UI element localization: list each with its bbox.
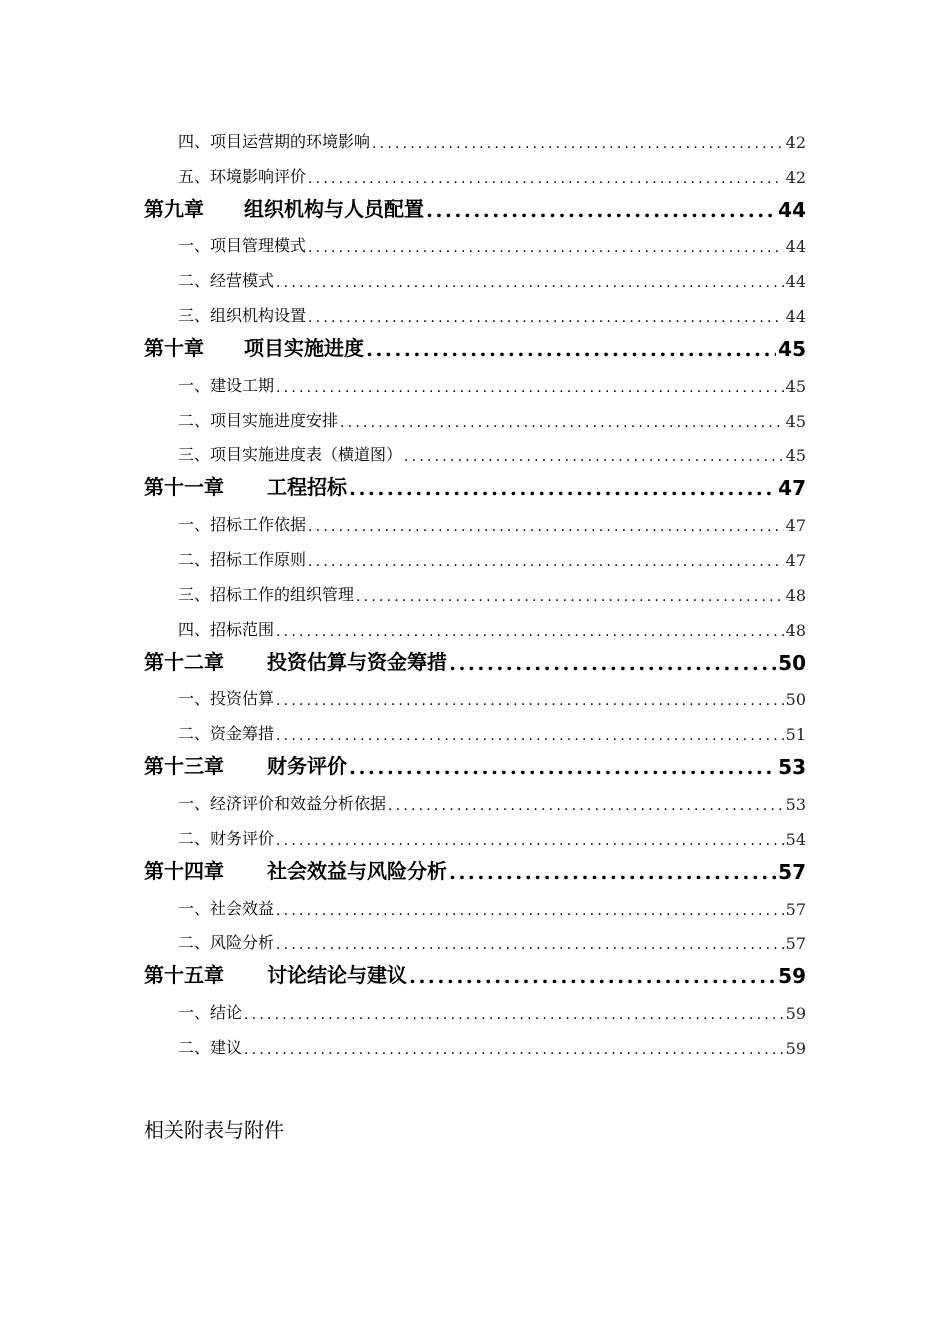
page-number: 45 — [785, 446, 806, 466]
table-of-contents — [0, 117, 950, 1058]
chapter-number: 第十四章 — [144, 858, 224, 883]
chapter-number: 第十三章 — [144, 754, 224, 779]
page-number: 42 — [785, 167, 806, 187]
dot-leader — [308, 171, 784, 187]
page-number: 53 — [785, 794, 806, 814]
chapter-number: 第十五章 — [144, 963, 224, 988]
dot-leader — [388, 798, 784, 814]
dot-leader — [356, 589, 784, 605]
toc-chapter-entry[interactable] — [0, 953, 806, 988]
toc-section-entry[interactable] — [0, 291, 806, 326]
toc-section-entry[interactable] — [0, 500, 806, 535]
toc-section-entry[interactable] — [0, 361, 806, 396]
toc-chapter-entry[interactable] — [0, 744, 806, 779]
appendix-heading: 相关附表与附件 — [144, 1118, 284, 1142]
page-number: 47 — [778, 476, 806, 501]
toc-chapter-entry[interactable] — [0, 640, 806, 675]
toc-section-entry[interactable] — [0, 884, 806, 919]
toc-section-entry[interactable] — [0, 570, 806, 605]
dot-leader — [426, 198, 776, 222]
page-number: 57 — [785, 899, 806, 919]
dot-leader — [308, 519, 784, 535]
dot-leader — [276, 693, 784, 709]
entry-title: 四、项目运营期的环境影响 — [178, 131, 371, 151]
entry-title: 一、建设工期 — [178, 375, 275, 395]
toc-section-entry[interactable] — [0, 431, 806, 466]
dot-leader — [308, 240, 784, 256]
chapter-number: 第九章 — [144, 196, 204, 221]
entry-title: 社会效益与风险分析 — [267, 858, 447, 883]
page-number: 51 — [785, 725, 806, 745]
dot-leader — [276, 275, 784, 291]
entry-title: 四、招标范围 — [178, 619, 275, 639]
toc-section-entry[interactable] — [0, 814, 806, 849]
dot-leader — [244, 1007, 784, 1023]
page-number: 59 — [785, 1004, 806, 1024]
dot-leader — [449, 651, 776, 675]
dot-leader — [404, 449, 784, 465]
dot-leader — [308, 554, 784, 570]
toc-section-entry[interactable] — [0, 919, 806, 954]
chapter-number: 第十一章 — [144, 475, 224, 500]
dot-leader — [340, 415, 784, 431]
page-number: 59 — [785, 1038, 806, 1058]
entry-title: 项目实施进度 — [244, 335, 364, 360]
toc-section-entry[interactable] — [0, 779, 806, 814]
page-number: 45 — [778, 336, 806, 361]
entry-title: 二、建议 — [178, 1037, 243, 1057]
toc-section-entry[interactable] — [0, 256, 806, 291]
dot-leader — [349, 755, 776, 779]
entry-title: 财务评价 — [267, 754, 347, 779]
entry-title: 三、项目实施进度表（横道图） — [178, 445, 403, 465]
entry-title: 二、风险分析 — [178, 933, 275, 953]
toc-chapter-entry[interactable] — [0, 187, 806, 222]
page-number: 45 — [785, 411, 806, 431]
entry-title: 二、资金筹措 — [178, 724, 275, 744]
toc-chapter-entry[interactable] — [0, 849, 806, 884]
page-number: 59 — [778, 964, 806, 989]
dot-leader — [276, 380, 784, 396]
dot-leader — [244, 1042, 784, 1058]
page-number: 54 — [785, 829, 806, 849]
page-number: 45 — [785, 376, 806, 396]
dot-leader — [349, 476, 776, 500]
page-number: 44 — [785, 306, 806, 326]
dot-leader — [409, 964, 776, 988]
toc-chapter-entry[interactable] — [0, 465, 806, 500]
toc-section-entry[interactable] — [0, 152, 806, 187]
chapter-number: 第十二章 — [144, 649, 224, 674]
entry-title: 一、经济评价和效益分析依据 — [178, 793, 387, 813]
toc-section-entry[interactable] — [0, 988, 806, 1023]
entry-title: 组织机构与人员配置 — [244, 196, 424, 221]
dot-leader — [372, 136, 784, 152]
entry-title: 一、投资估算 — [178, 689, 275, 709]
entry-title: 一、项目管理模式 — [178, 236, 307, 256]
page-number: 44 — [778, 197, 806, 222]
entry-title: 一、社会效益 — [178, 898, 275, 918]
page-number: 42 — [785, 132, 806, 152]
dot-leader — [276, 728, 784, 744]
entry-title: 二、项目实施进度安排 — [178, 410, 339, 430]
dot-leader — [276, 937, 784, 953]
dot-leader — [276, 903, 784, 919]
entry-title: 一、结论 — [178, 1003, 243, 1023]
page-number: 47 — [785, 550, 806, 570]
toc-section-entry[interactable] — [0, 605, 806, 640]
entry-title: 一、招标工作依据 — [178, 515, 307, 535]
page-number: 44 — [785, 237, 806, 257]
entry-title: 工程招标 — [267, 475, 347, 500]
toc-section-entry[interactable] — [0, 675, 806, 710]
entry-title: 投资估算与资金筹措 — [267, 649, 447, 674]
dot-leader — [366, 337, 776, 361]
page-number: 44 — [785, 272, 806, 292]
entry-title: 二、招标工作原则 — [178, 549, 307, 569]
entry-title: 三、组织机构设置 — [178, 305, 307, 325]
toc-section-entry[interactable] — [0, 1023, 806, 1058]
page-number: 48 — [785, 620, 806, 640]
dot-leader — [308, 310, 784, 326]
entry-title: 五、环境影响评价 — [178, 166, 307, 186]
page-number: 50 — [778, 650, 806, 675]
dot-leader — [276, 624, 784, 640]
toc-section-entry[interactable] — [0, 222, 806, 257]
dot-leader — [276, 833, 784, 849]
toc-section-entry[interactable] — [0, 709, 806, 744]
page-number: 50 — [785, 690, 806, 710]
entry-title: 讨论结论与建议 — [267, 963, 407, 988]
chapter-number: 第十章 — [144, 335, 204, 360]
toc-section-entry[interactable] — [0, 117, 806, 152]
dot-leader — [449, 860, 776, 884]
entry-title: 三、招标工作的组织管理 — [178, 584, 355, 604]
page-number: 48 — [785, 585, 806, 605]
toc-chapter-entry[interactable] — [0, 326, 806, 361]
entry-title: 二、财务评价 — [178, 828, 275, 848]
page-number: 53 — [778, 755, 806, 780]
toc-section-entry[interactable] — [0, 396, 806, 431]
page-number: 47 — [785, 516, 806, 536]
toc-section-entry[interactable] — [0, 535, 806, 570]
entry-title: 二、经营模式 — [178, 271, 275, 291]
page-number: 57 — [785, 934, 806, 954]
page-number: 57 — [778, 859, 806, 884]
